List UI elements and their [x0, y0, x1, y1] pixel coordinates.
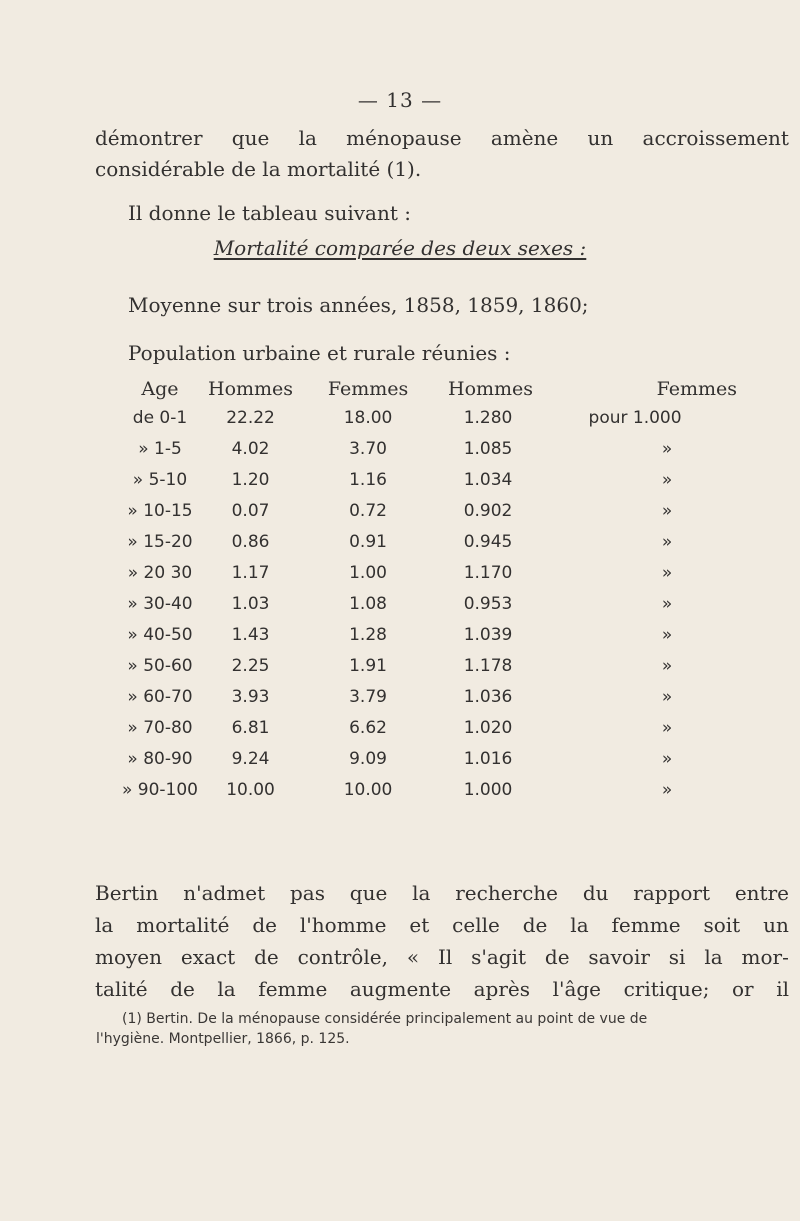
- table-row: [112, 557, 737, 588]
- table-row: [112, 650, 737, 681]
- word: la: [570, 913, 589, 937]
- femmes-cell: 10.00: [343, 779, 393, 800]
- header-femmes: Femmes: [327, 378, 409, 400]
- femmes-cell: 0.91: [349, 531, 387, 552]
- word: savoir: [588, 945, 650, 969]
- ratio-cell: 1.016: [463, 748, 513, 769]
- age-cell: » 90-100: [121, 779, 199, 800]
- word: que: [231, 126, 270, 150]
- word: talité: [95, 977, 148, 1001]
- table-row: [112, 464, 737, 495]
- word: critique;: [623, 977, 710, 1001]
- hommes-cell: 10.00: [226, 779, 275, 800]
- ratio-cell: 1.034: [463, 469, 513, 490]
- word: l'âge: [552, 977, 602, 1001]
- word: s'agit: [471, 945, 527, 969]
- femmes-cell: 9.09: [349, 748, 387, 769]
- table-header-row: [112, 376, 737, 402]
- ratio-cell: 1.085: [463, 438, 513, 459]
- word: si: [668, 945, 686, 969]
- header-age: Age: [141, 378, 179, 400]
- hommes-cell: 3.93: [231, 686, 270, 707]
- age-cell: de 0-1: [132, 407, 188, 428]
- hommes-cell: 1.03: [231, 593, 270, 614]
- word: rapport: [633, 881, 711, 905]
- femmes-cell: 3.70: [349, 438, 387, 459]
- table-row: [112, 433, 737, 464]
- table-row: [112, 526, 737, 557]
- word: la: [95, 913, 114, 937]
- intro-line-5: Population urbaine et rurale réunies :: [128, 341, 511, 365]
- word: de: [544, 945, 570, 969]
- intro-line-3: Il donne le tableau suivant :: [128, 201, 411, 225]
- age-cell: » 60-70: [127, 686, 193, 707]
- word: exact: [180, 945, 236, 969]
- page-number: — 13 —: [357, 88, 443, 112]
- word: recherche: [455, 881, 559, 905]
- word: que: [349, 881, 388, 905]
- ratio-cell: 1.036: [463, 686, 513, 707]
- body-line-1: [95, 880, 789, 906]
- word: de: [252, 913, 277, 937]
- word: de: [170, 977, 195, 1001]
- age-cell: » 5-10: [132, 469, 188, 490]
- word: celle: [452, 913, 500, 937]
- body-line-3: [95, 944, 789, 970]
- hommes-cell: 6.81: [231, 717, 270, 738]
- word: après: [473, 977, 530, 1001]
- pour-cell: »: [661, 686, 673, 707]
- table-row: [112, 712, 737, 743]
- pour-cell: »: [661, 717, 673, 738]
- hommes-cell: 9.24: [231, 748, 270, 769]
- word: accroissement: [642, 126, 789, 150]
- femmes-cell: 0.72: [349, 500, 387, 521]
- word: mortalité: [136, 913, 230, 937]
- word: Bertin: [95, 881, 159, 905]
- word: mor-: [741, 945, 789, 969]
- intro-line-2: considérable de la mortalité (1).: [95, 157, 422, 181]
- word: de: [254, 945, 279, 969]
- table-row: [112, 588, 737, 619]
- word: la: [217, 977, 236, 1001]
- age-cell: » 1-5: [138, 438, 182, 459]
- word: et: [409, 913, 430, 937]
- ratio-cell: 0.953: [463, 593, 513, 614]
- femmes-cell: 1.91: [349, 655, 387, 676]
- table-row: [112, 619, 737, 650]
- table-row: [112, 402, 737, 433]
- pour-cell: »: [661, 593, 673, 614]
- hommes-cell: 1.17: [231, 562, 270, 583]
- pour-cell: »: [661, 531, 673, 552]
- table-row: [112, 681, 737, 712]
- word: entre: [734, 881, 789, 905]
- pour-cell: »: [661, 624, 673, 645]
- table-row: [112, 774, 737, 805]
- pour-cell: »: [661, 562, 673, 583]
- table-caption-text: Mortalité comparée des deux sexes :: [213, 236, 587, 260]
- body-line-2: [95, 912, 789, 938]
- ratio-cell: 1.178: [463, 655, 513, 676]
- femmes-cell: 1.28: [349, 624, 387, 645]
- pour-cell: »: [661, 779, 673, 800]
- word: l'homme: [299, 913, 387, 937]
- word: un: [587, 126, 614, 150]
- word: femme: [258, 977, 328, 1001]
- word: il: [776, 977, 789, 1001]
- table-body: [112, 402, 737, 805]
- hommes-cell: 1.20: [231, 469, 270, 490]
- word: amène: [490, 126, 559, 150]
- word: Il: [437, 945, 453, 969]
- intro-line-4: Moyenne sur trois années, 1858, 1859, 1860;: [128, 293, 589, 317]
- age-cell: » 20 30: [127, 562, 193, 583]
- word: la: [412, 881, 431, 905]
- word: de: [522, 913, 548, 937]
- ratio-cell: 1.039: [463, 624, 513, 645]
- word: contrôle,: [297, 945, 388, 969]
- footnote-line-2: l'hygiène. Montpellier, 1866, p. 125.: [96, 1031, 350, 1047]
- word: la: [704, 945, 723, 969]
- table-row: [112, 743, 737, 774]
- hommes-cell: 22.22: [226, 407, 275, 428]
- pour-cell: »: [661, 655, 673, 676]
- hommes-cell: 0.86: [231, 531, 270, 552]
- ratio-cell: 1.170: [463, 562, 513, 583]
- word: or: [732, 977, 754, 1001]
- hommes-cell: 2.25: [231, 655, 270, 676]
- header-hommes-ratio: Hommes: [448, 378, 534, 400]
- ratio-cell: 0.902: [463, 500, 513, 521]
- intro-line-1: [95, 125, 789, 151]
- word: ménopause: [346, 126, 462, 150]
- pour-cell: pour 1.000: [588, 407, 682, 428]
- age-cell: » 15-20: [127, 531, 193, 552]
- body-line-4: [95, 976, 789, 1002]
- word: «: [406, 945, 420, 969]
- femmes-cell: 18.00: [343, 407, 393, 428]
- ratio-cell: 1.000: [463, 779, 513, 800]
- age-cell: » 10-15: [127, 500, 193, 521]
- age-cell: » 70-80: [127, 717, 193, 738]
- pour-cell: »: [661, 438, 673, 459]
- ratio-cell: 1.020: [463, 717, 513, 738]
- femmes-cell: 6.62: [349, 717, 387, 738]
- hommes-cell: 0.07: [231, 500, 270, 521]
- age-cell: » 30-40: [127, 593, 193, 614]
- pour-cell: »: [661, 748, 673, 769]
- word: démontrer: [95, 126, 203, 150]
- word: du: [582, 881, 609, 905]
- word: augmente: [349, 977, 452, 1001]
- footnote: [96, 1009, 790, 1049]
- ratio-cell: 0.945: [463, 531, 513, 552]
- word: moyen: [95, 945, 163, 969]
- word: soit: [703, 913, 741, 937]
- femmes-cell: 1.00: [349, 562, 387, 583]
- table-row: [112, 495, 737, 526]
- hommes-cell: 1.43: [231, 624, 270, 645]
- age-cell: » 40-50: [127, 624, 193, 645]
- mortality-table: [112, 376, 737, 805]
- pour-cell: »: [661, 500, 673, 521]
- hommes-cell: 4.02: [231, 438, 270, 459]
- table-caption: [0, 236, 800, 260]
- pour-cell: »: [661, 469, 673, 490]
- ratio-cell: 1.280: [463, 407, 513, 428]
- word: pas: [289, 881, 325, 905]
- header-femmes-ratio: Femmes: [656, 378, 738, 400]
- femmes-cell: 3.79: [349, 686, 387, 707]
- age-cell: » 80-90: [127, 748, 193, 769]
- header-hommes: Hommes: [208, 378, 294, 400]
- word: un: [763, 913, 789, 937]
- femmes-cell: 1.08: [349, 593, 387, 614]
- age-cell: » 50-60: [127, 655, 193, 676]
- femmes-cell: 1.16: [349, 469, 387, 490]
- word: la: [298, 126, 317, 150]
- word: n'admet: [183, 881, 266, 905]
- footnote-line-1: (1) Bertin. De la ménopause considérée principalement au point de vue de: [122, 1011, 648, 1027]
- word: femme: [611, 913, 681, 937]
